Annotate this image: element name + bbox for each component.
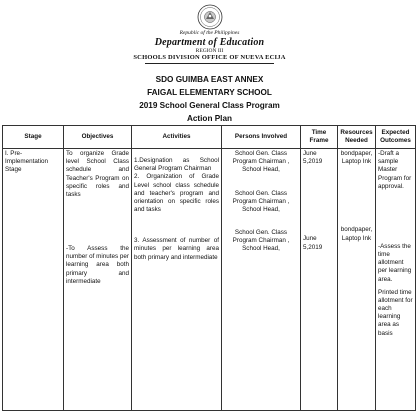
header-activities: Activities — [132, 126, 222, 149]
header-persons-involved: Persons Involved — [222, 126, 301, 149]
objectives-cell — [64, 149, 132, 411]
time-frame-cell — [301, 149, 338, 411]
school-title: FAIGAL ELEMENTARY SCHOOL — [147, 88, 272, 97]
time-1: June 5,2019 — [303, 150, 323, 166]
letterhead-divider — [145, 63, 274, 64]
activity-2: 2. Organization of Grade Level school class schedule and teacher's program and orientation on specific roles and tasks — [134, 173, 219, 214]
school-annex-title: SDO GUIMBA EAST ANNEX — [155, 75, 264, 84]
action-plan-title: Action Plan — [186, 114, 233, 123]
activity-1: 1.Designation as School General Program Chairman — [134, 157, 219, 173]
resource-2: bondpaper, Laptop Ink — [340, 226, 373, 242]
region-line: REGION III — [195, 48, 224, 54]
outcomes-cell — [376, 149, 416, 411]
person-3: School Gen. Class Program Chairman , School Head, — [232, 229, 290, 253]
time-2: June 5,2019 — [303, 235, 323, 251]
resource-1: bondpaper, Laptop Ink — [340, 150, 373, 166]
objective-2: -To Assess the number of minutes per learning area both primary and intermediate — [66, 245, 129, 285]
persons-cell — [222, 149, 301, 411]
person-2: School Gen. Class Program Chairman , School Head, — [232, 189, 290, 213]
resources-cell — [338, 149, 376, 411]
header-time-frame: Time Frame — [301, 126, 338, 149]
header-resources-needed: Resources Needed — [338, 126, 376, 149]
activities-cell — [132, 149, 222, 411]
department-name: Department of Education — [154, 37, 265, 48]
outcome-1: -Draft a sample Master Program for approval. — [378, 150, 412, 190]
activity-3: 3. Assessment of number of minutes per learning area both primary and intermediate — [134, 237, 219, 261]
action-plan-table — [2, 125, 416, 411]
stage-text: I. Pre-Implementation Stage — [5, 150, 49, 174]
table-row — [3, 149, 416, 411]
outcome-3: Printed time allotment for each learning area as basis — [378, 288, 413, 337]
table-header-row — [3, 126, 416, 149]
program-title: 2019 School General Class Program — [139, 101, 280, 110]
header-stage: Stage — [3, 126, 64, 149]
republic-line: Republic of the Philippines — [179, 30, 240, 36]
header-objectives: Objectives — [64, 126, 132, 149]
header-expected-outcomes: Expected Outcomes — [376, 126, 416, 149]
deped-seal-icon — [197, 4, 223, 30]
objective-1: To organize Grade level School Class schedule and Teacher's Program on specific roles and tasks — [66, 150, 129, 198]
person-1: School Gen. Class Program Chairman , School Head, — [232, 150, 290, 174]
stage-cell — [3, 149, 64, 411]
outcome-2: -Assess the time allotment per learning area. — [378, 242, 412, 283]
division-office: SCHOOLS DIVISION OFFICE OF NUEVA ECIJA — [133, 54, 286, 61]
